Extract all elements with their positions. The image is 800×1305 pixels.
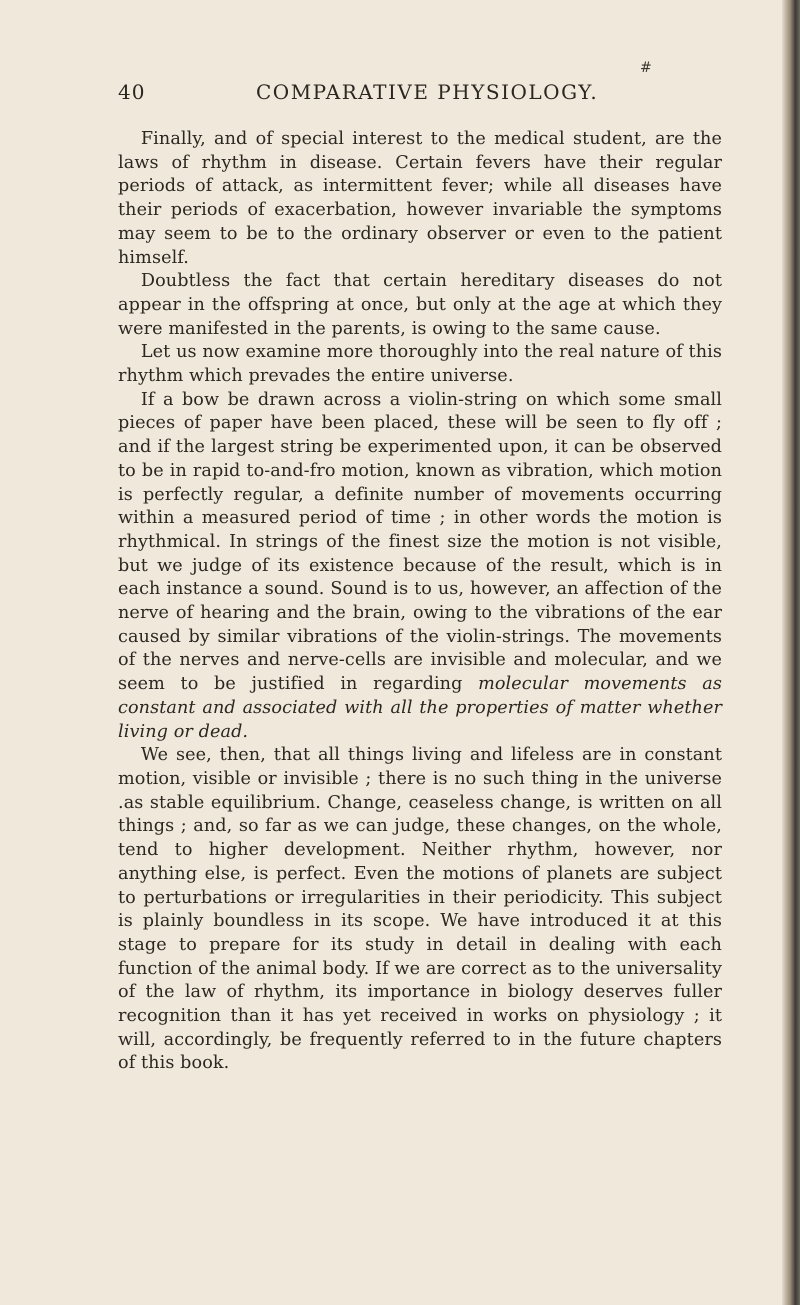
- paragraph-text: We see, then, that all things living and lifeless are in constant motion, visible or invisible ; there is no such thing in the universe .as stable equilibrium. Change, ceaseless change, is written on all things ; and, so far as we can judge, these changes, on the whole, tend to higher development. Neither rhythm, however, nor anything else, is perfect. Even the motions of planets are subject to perturbations or irregularities in their periodicity. This subject is plainly boundless in its scope. We have introduced it at this stage to prepare for its study in detail in dealing with each function of the animal body. If we are correct as to the universality of the law of rhythm, its importance in biology deserves fuller recognition than it has yet received in works on physiology ; it will, accordingly, be frequently referred to in the future chapters of this book.: [118, 745, 722, 1074]
- page-header: [118, 80, 718, 110]
- paragraph: [118, 128, 722, 270]
- running-title: COMPARATIVE PHYSIOLOGY.: [256, 80, 599, 104]
- paragraph: [118, 341, 722, 388]
- stray-mark: #: [640, 60, 652, 76]
- paragraph: [118, 270, 722, 341]
- paragraph: [118, 744, 722, 1076]
- paragraph-text: Doubtless the fact that certain hereditary diseases do not appear in the offspring at once, but only at the age at which they were manifested in the parents, is owing to the same cause.: [118, 271, 722, 339]
- page-number: 40: [118, 80, 146, 104]
- body-text: [118, 128, 722, 1076]
- paragraph-text: Let us now examine more thoroughly into the real nature of this rhythm which prevades the entire universe.: [118, 342, 722, 387]
- paragraph-text: Finally, and of special interest to the medical student, are the laws of rhythm in disease. Certain fevers have their regular periods of attack, as intermittent fever; while all diseases have their periods of exacerbation, however invariable the symptoms may seem to be to the ordinary observer or even to the patient himself.: [118, 129, 722, 268]
- paragraph: [118, 389, 722, 745]
- page-edge-shadow: [782, 0, 800, 1305]
- paragraph-text: If a bow be drawn across a violin-string on which some small pieces of paper have been placed, these will be seen to fly off ; and if the largest string be experimented upon, it can be observed to be in rapid to-and-fro motion, known as vibration, which motion is perfectly regular, a definite number of movements occurring within a measured period of time ; in other words the motion is rhythmical. In strings of the finest size the motion is not visible, but we judge of its existence because of the result, which is in each instance a sound. Sound is to us, however, an affection of the nerve of hearing and the brain, owing to the vibrations of the ear caused by similar vibrations of the violin-strings. The movements of the nerves and nerve-cells are invisible and molecular, and we seem to be justified in regarding: [118, 389, 722, 695]
- italic-emphasis: molecular movements as constant and associated with all the properties of matter whether living or dead.: [118, 674, 722, 742]
